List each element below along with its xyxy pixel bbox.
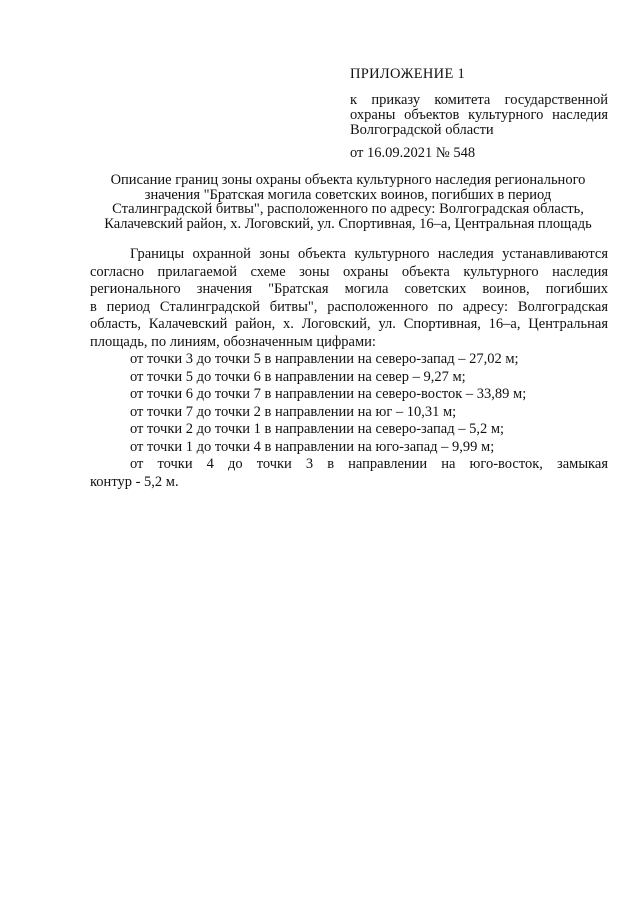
segment-item: от точки 5 до точки 6 в направлении на север – 9,27 м;: [130, 368, 466, 385]
heading-line-1: Описание границ зоны охраны объекта культурного наследия регионального: [110, 172, 586, 188]
segment-item: от точки 3 до точки 5 в направлении на северо-запад – 27,02 м;: [130, 351, 519, 367]
segment-item: от точки 7 до точки 2 в направлении на юг – 10,31 м;: [130, 403, 457, 420]
segment-item-last-end: контур - 5,2 м.: [90, 473, 179, 490]
body-line-3: регионального значения "Братская могила советских воинов, погибших: [90, 281, 608, 297]
segment-item: от точки 1 до точки 4 в направлении на юго-запад – 9,99 м;: [130, 438, 495, 455]
appendix-title: ПРИЛОЖЕНИЕ 1: [350, 66, 466, 82]
appendix-date: от 16.09.2021 № 548: [350, 145, 476, 161]
document-heading: [88, 173, 608, 231]
body-line-4: в период Сталинградской битвы", расположенного по адресу: Волгоградская: [90, 298, 608, 315]
body-line-6: площадь, по линиям, обозначенным цифрами:: [90, 333, 376, 350]
appendix-order-reference: [350, 93, 608, 138]
heading-line-4: Калачевский район, х. Логовский, ул. Спортивная, 16–а, Центральная площадь: [104, 215, 592, 232]
segment-item-last: от точки 4 до точки 3 в направлении на юго-восток, замыкая: [130, 456, 608, 472]
segment-item: от точки 2 до точки 1 в направлении на северо-запад – 5,2 м;: [130, 421, 505, 437]
body-paragraph: [90, 246, 608, 491]
appendix-line-2: охраны объектов культурного наследия: [350, 107, 608, 123]
segment-item: от точки 6 до точки 7 в направлении на северо-восток – 33,89 м;: [130, 386, 527, 402]
heading-line-3: Сталинградской битвы", расположенного по адресу: Волгоградская область,: [112, 201, 584, 217]
body-line-2: согласно прилагаемой схеме зоны охраны объекта культурного наследия: [90, 263, 608, 280]
appendix-line-1: к приказу комитета государственной: [350, 92, 608, 108]
body-line-1: Границы охранной зоны объекта культурного наследия устанавливаются: [130, 246, 608, 262]
appendix-line-3: Волгоградской области: [350, 122, 494, 138]
heading-line-2: значения "Братская могила советских воинов, погибших в период: [144, 186, 552, 203]
body-line-5: область, Калачевский район, х. Логовский, ул. Спортивная, 16–а, Центральная: [90, 316, 608, 332]
